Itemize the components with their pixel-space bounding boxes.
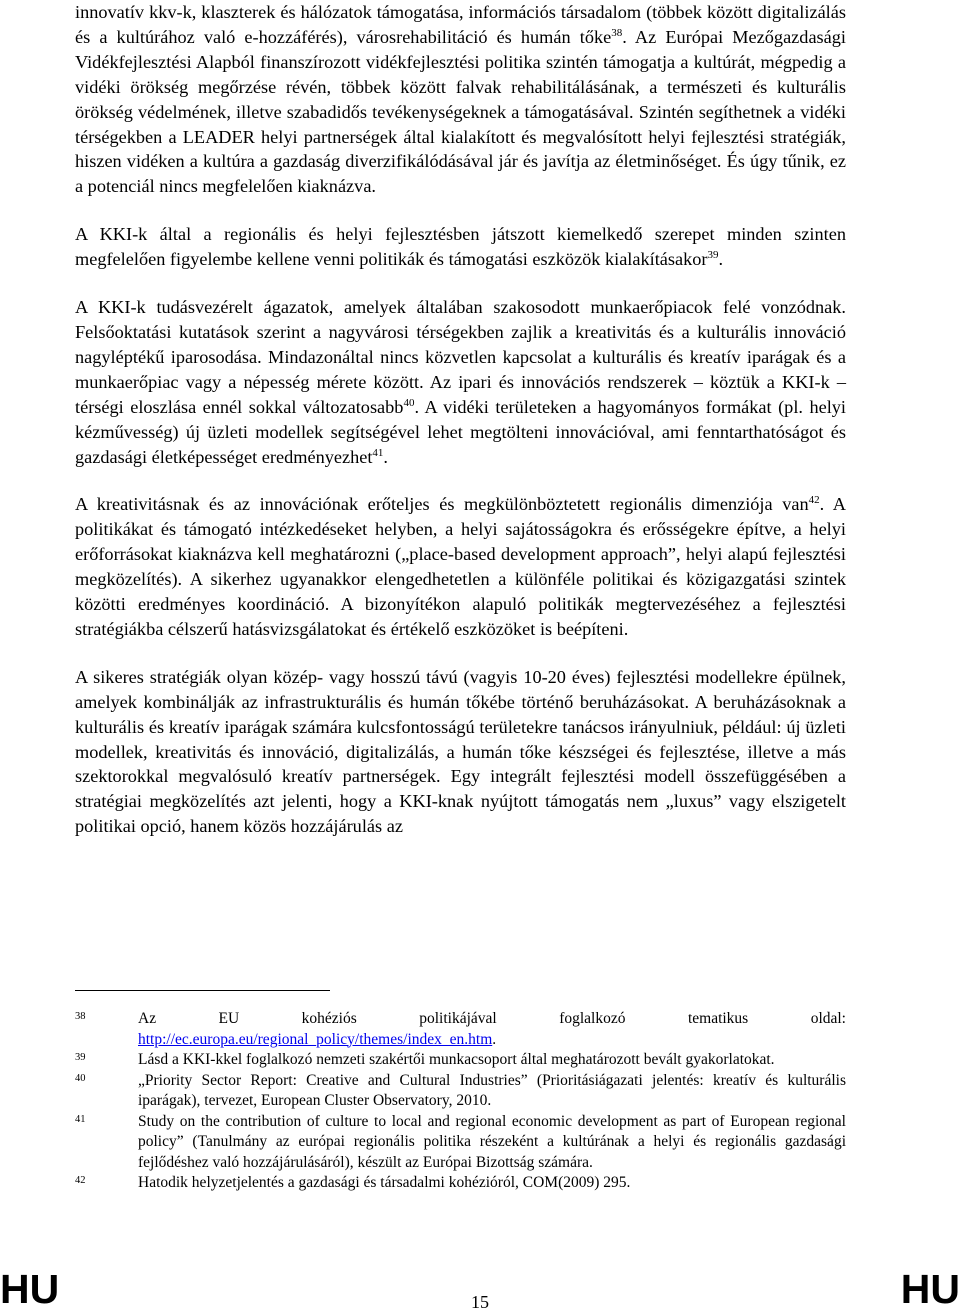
paragraph-text: . Az Európai Mezőgazdasági Vidékfejlesztési Alapból finanszírozott vidékfejlesztési politika szintén támogatja a kultúrát, mégpedig a vidéki örökség megőrzése révén, többek között falvak rehabilitálásának, a természeti és kulturális örökség védelmének, illetve szabadidős tevékenységeknek a támogatásával. Szintén segíthetnek a vidéki térségekben a LEADER helyi partnerségek által kialakított és megvalósított helyi fejlesztési stratégiák, hiszen vidéken a kultúra a gazdaság diverzifikálódásával jár és javítja az életminőséget. És úgy tűnik, ez a potenciál nincs megfelelően kiaknázva. [75,26,847,197]
footnote-text [138,1009,846,1050]
paragraph-text: . [718,249,724,270]
footnote-ref-42[interactable]: 42 [808,494,820,507]
paragraph-text: A sikeres stratégiák olyan közép- vagy hosszú távú (vagyis 10-20 éves) fejlesztési modellekre épülnek, amelyek kombinálják az infrastrukturális és humán tőkébe történő beruházásokat. A beruházásoknak a kulturális és kreatív iparágak számára kulcsfontosságú területekre tanácsos irányulniuk, például: új üzleti modellek, kreativitás és innováció, digitalizálás, a humán tőke készségei és fejlesztése, illetve a más szektorokkal megvalósuló kreatív partnerségek. Egy integrált fejlesztési modell összefüggésében a stratégiai megközelítés azt jelenti, hogy a KKI-knak nyújtott támogatás nem „luxus” vagy elszigetelt politikai opció, hanem közös hozzájárulás az [75,666,846,837]
language-label-left: HU [0,1266,60,1312]
footnote-41 [75,1112,846,1174]
footnote-42 [75,1173,846,1194]
footnote-number: 39 [75,1052,86,1063]
footnote-number: 40 [75,1072,86,1084]
footnote-number: 38 [75,1011,86,1022]
footnote-number: 42 [75,1175,86,1186]
footnote-text: „Priority Sector Report: Creative and Cultural Industries” (Prioritásiágazati jelentés: kreatív és kulturális iparágak), tervezet, European Cluster Observatory, 2010. [138,1071,846,1109]
footnote-divider [75,990,330,991]
footnote-text-part: . [492,1030,497,1048]
footnote-text-part: Az EU kohéziós politikájával foglalkozó tematikus oldal: [138,1010,846,1027]
footnote-text: Lásd a KKI-kkel foglalkozó nemzeti szakértői munkacsoport által meghatározott bevált gyakorlatokat. [138,1051,775,1068]
footnote-text: Study on the contribution of culture to local and regional economic development as part of European regional policy” (Tanulmány az európai regionális politika részeként a kultúrának a helyi és regionális gazdasági fejlődéshez való hozzájárulásáról), készült az Európai Bizottság számára. [138,1112,846,1171]
footnotes [75,1009,846,1194]
paragraph-1 [75,0,846,199]
paragraph-text: A kreativitásnak és az innovációnak erőteljes és megkülönböztetett regionális dimenziója van [75,494,809,515]
paragraph-3 [75,295,846,469]
paragraph-5 [75,665,846,839]
paragraph-text: . A vidéki területeken a hagyományos formákat (pl. helyi kézművesség) új üzleti modellek segítségével lehet megtölteni innovációval, ami fenntarthatóságot és gazdasági életképességet eredményezhet [75,396,846,467]
footnote-ref-40[interactable]: 40 [403,396,415,409]
paragraph-text: . [383,446,388,467]
document-body [75,0,846,862]
footnote-text: Hatodik helyzetjelentés a gazdasági és társadalmi kohézióról, COM(2009) 295. [138,1174,631,1191]
paragraph-text: A KKI-k tudásvezérelt ágazatok, amelyek általában szakosodott munkaerőpiacok felé vonzódnak. Felsőoktatási kutatások szerint a nagyvárosi térségekben zajlik a kreativitás és a kulturális innováció nagyléptékű iparosodása. Mindazonáltal nincs közvetlen kapcsolat a kulturális és kreatív iparágak és a munkaerőpiac vagy a népesség mérete között. Az ipari és innovációs rendszerek – köztük a KKI-k – térségi eloszlása ennél sokkal változatosabb [75,297,846,417]
footnote-40 [75,1071,846,1112]
footnote-ref-39[interactable]: 39 [707,249,719,262]
paragraph-text: innovatív kkv-k, klaszterek és hálózatok támogatása, információs társadalom (többek között digitalizálás és a kultúrához való e-hozzáférés), városrehabilitáció és humán tőke [75,2,846,47]
page-number: 15 [471,1292,489,1312]
footnote-number: 41 [75,1113,86,1125]
paragraph-2 [75,222,846,272]
paragraph-text: A KKI-k által a regionális és helyi fejlesztésben játszott kiemelkedő szerepet minden szinten megfelelően figyelembe kellene venni politikák és támogatási eszközök kialakításakor [75,224,846,270]
footnote-ref-41[interactable]: 41 [372,446,384,459]
footnote-38 [75,1009,846,1050]
footnote-ref-38[interactable]: 38 [611,26,623,39]
paragraph-4 [75,492,846,641]
footnote-link[interactable]: http://ec.europa.eu/regional_policy/themes/index_en.htm [138,1030,493,1048]
footnote-39 [75,1050,846,1071]
language-label-right: HU [900,1266,960,1312]
paragraph-text: . A politikákat és támogató intézkedéseket helyben, a helyi sajátosságokra és erősségekre építve, a helyi erőforrásokat kiaknázva kell meghatározni („place-based development approach”, helyi alapú fejlesztési megközelítés). A sikerhez ugyanakkor elengedhetetlen a különféle politikai és közigazgatási szintek közötti eredményes koordináció. A bizonyítékon alapuló politikák megtervezéséhez a fejlesztési stratégiákba célszerű hatásvizsgálatokat és értékelő eszközöket is beépíteni. [75,494,846,639]
